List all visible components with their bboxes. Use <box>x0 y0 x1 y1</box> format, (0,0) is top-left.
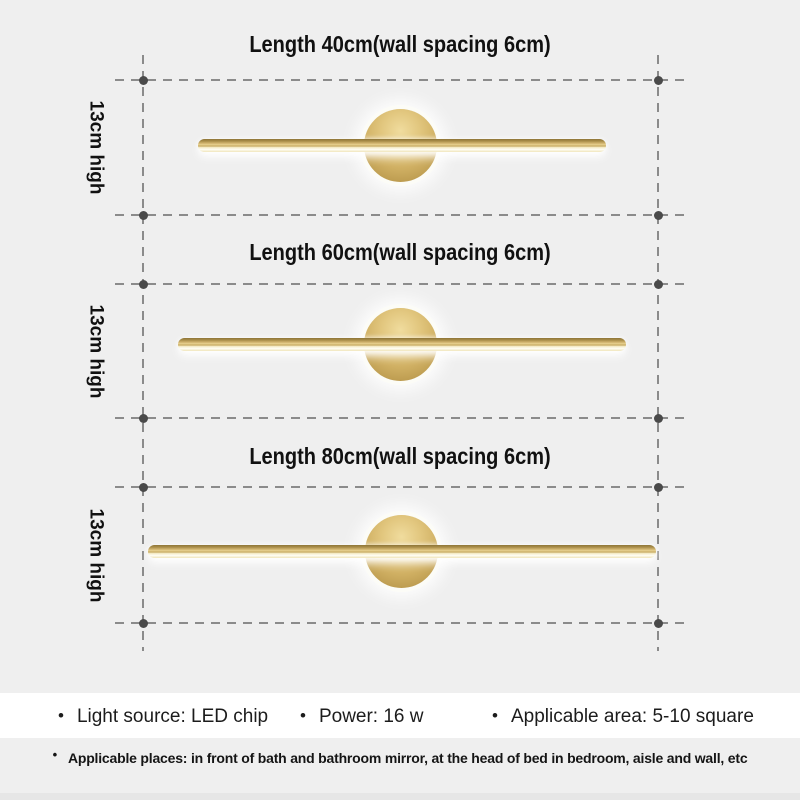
spec-light-source <box>58 693 268 738</box>
corner-marker-dot <box>139 414 148 423</box>
height-label-80cm: 13cm high <box>85 508 107 603</box>
corner-marker-dot <box>139 211 148 220</box>
dimension-line-bottom-40cm <box>115 214 686 216</box>
bullet-icon: • <box>52 747 57 762</box>
spec-applicable-places <box>0 744 800 772</box>
corner-marker-dot <box>139 280 148 289</box>
corner-marker-dot <box>654 414 663 423</box>
dimension-line-top-80cm <box>115 486 686 488</box>
corner-marker-dot <box>139 76 148 85</box>
corner-marker-dot <box>654 76 663 85</box>
dimension-line-bottom-60cm <box>115 417 686 419</box>
spec-light-source-label: Light source: LED chip <box>76 706 269 727</box>
section-title-80cm: Length 80cm(wall spacing 6cm) <box>249 443 551 469</box>
corner-marker-dot <box>654 483 663 492</box>
corner-marker-dot <box>654 280 663 289</box>
section-title-40cm: Length 40cm(wall spacing 6cm) <box>249 31 551 57</box>
height-label-60cm: 13cm high <box>85 304 107 399</box>
lamp-rod-60cm <box>178 338 626 351</box>
height-label-40cm: 13cm high <box>85 100 107 195</box>
corner-marker-dot <box>654 211 663 220</box>
bullet-icon: • <box>300 706 306 725</box>
dimension-line-bottom-80cm <box>115 622 686 624</box>
lamp-rod-80cm <box>148 545 656 558</box>
corner-marker-dot <box>654 619 663 628</box>
dimension-line-top-40cm <box>115 79 686 81</box>
spec-power-label: Power: 16 w <box>318 706 424 727</box>
corner-marker-dot <box>139 483 148 492</box>
section-title-60cm: Length 60cm(wall spacing 6cm) <box>249 239 551 265</box>
lamp-rod-40cm <box>198 139 606 152</box>
dimension-line-vertical-right <box>657 55 659 651</box>
bottom-edge-strip <box>0 793 800 800</box>
spec-area <box>492 693 754 738</box>
spec-applicable-places-label: Applicable places: in front of bath and bathroom mirror, at the head of bed in bedroom, aisle and wall, etc <box>67 750 748 766</box>
dimension-line-top-60cm <box>115 283 686 285</box>
corner-marker-dot <box>139 619 148 628</box>
dimension-line-vertical-left <box>142 55 144 651</box>
spec-band <box>0 693 800 738</box>
spec-area-label: Applicable area: 5-10 square <box>510 706 754 727</box>
spec-power <box>300 693 424 738</box>
bullet-icon: • <box>492 706 498 725</box>
bullet-icon: • <box>58 706 64 725</box>
